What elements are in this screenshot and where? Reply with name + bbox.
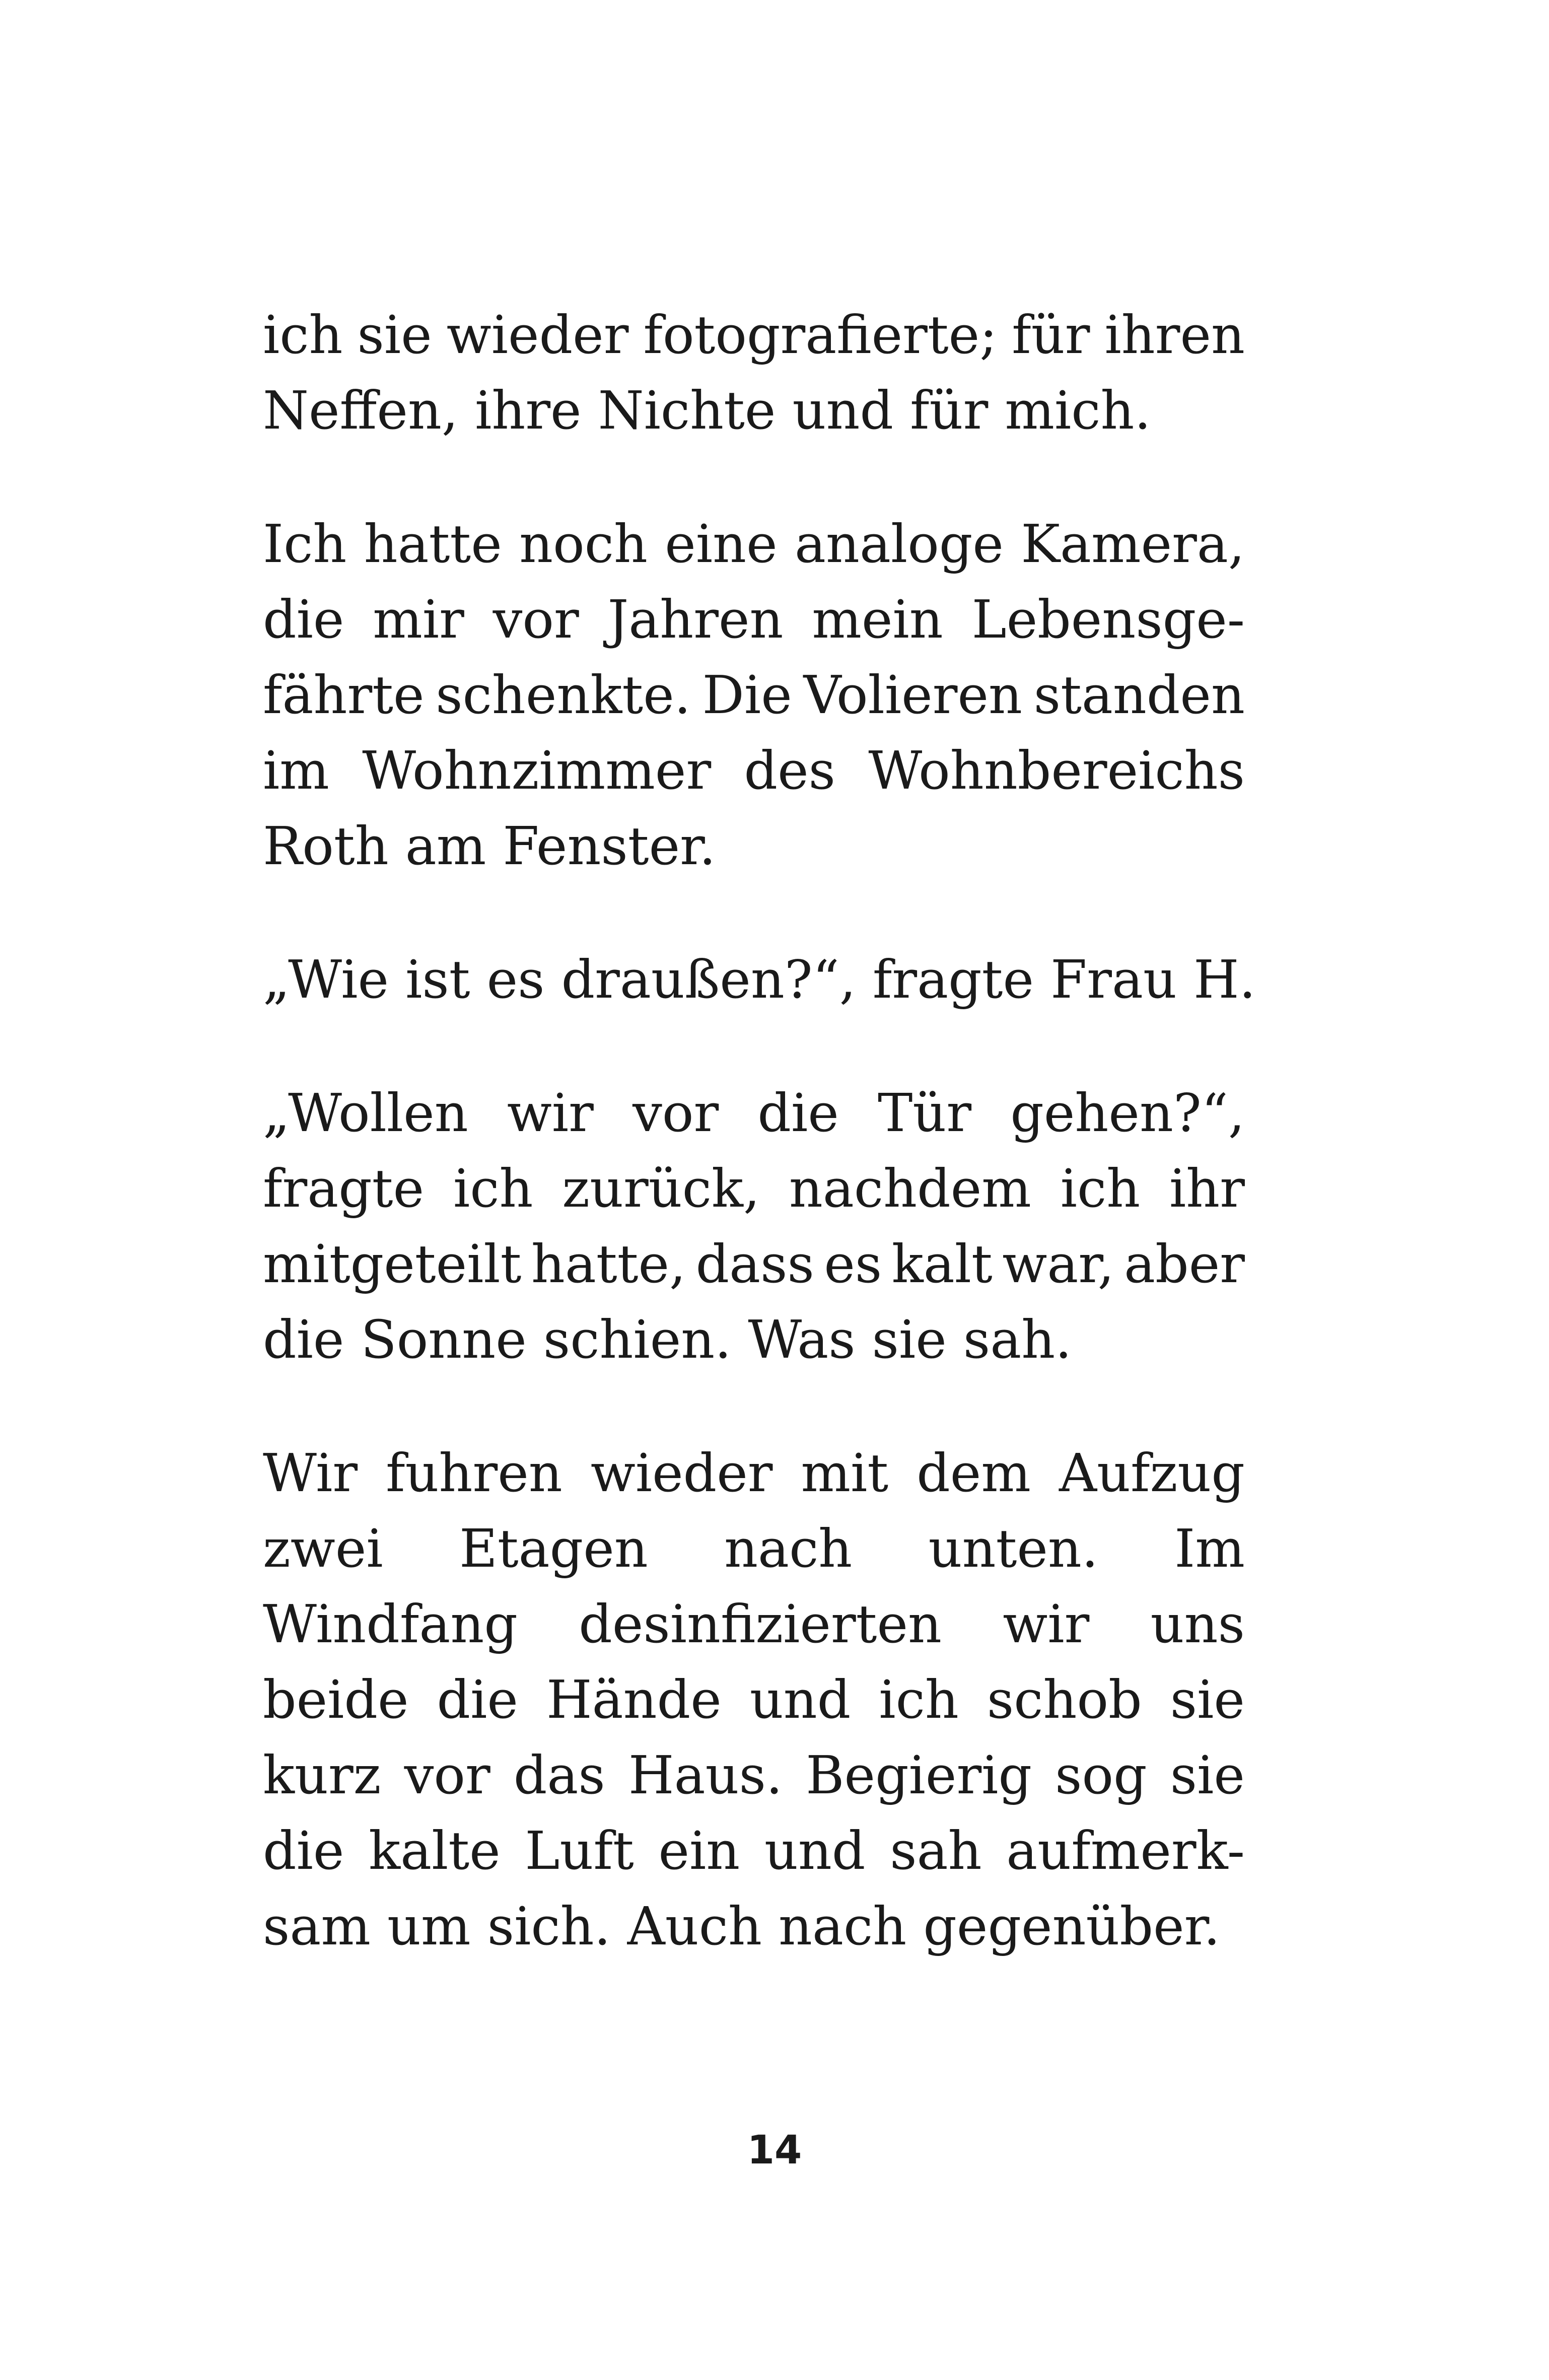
word: schob — [987, 1669, 1142, 1730]
word: sog — [1055, 1744, 1147, 1806]
word: die — [263, 1820, 344, 1881]
word: und — [764, 1820, 866, 1881]
word: vor — [492, 589, 579, 650]
word: Haus. — [628, 1744, 783, 1806]
paragraph — [263, 1075, 1245, 1377]
word: Etagen — [459, 1518, 648, 1579]
word: Wohnzimmer — [362, 740, 712, 801]
word: sah — [890, 1820, 982, 1881]
page-number: 14 — [747, 2128, 802, 2173]
word: Hände — [546, 1669, 722, 1730]
word: fährte — [263, 664, 425, 726]
text-line — [263, 1151, 1245, 1226]
word: ich — [263, 304, 343, 366]
word: und — [749, 1669, 851, 1730]
word: ihren — [1104, 304, 1245, 366]
paragraph — [263, 1435, 1245, 1964]
word: fuhren — [386, 1442, 562, 1504]
word: kurz — [263, 1744, 381, 1806]
word: desinfizierten — [579, 1593, 942, 1655]
text-line: die Sonne schien. Was sie sah. — [263, 1309, 1072, 1370]
text-line — [263, 1435, 1245, 1511]
word: ein — [658, 1820, 740, 1881]
word: „Wollen — [263, 1082, 468, 1144]
text-line: sam um sich. Auch nach gegenüber. — [263, 1896, 1220, 1957]
word: Wir — [263, 1442, 358, 1504]
text-line — [263, 1586, 1245, 1662]
word: Wohnbereichs — [868, 740, 1245, 801]
word: ich — [1060, 1158, 1141, 1219]
word: wieder — [590, 1442, 773, 1504]
word: unten. — [928, 1518, 1098, 1579]
word: standen — [1033, 664, 1245, 726]
word: ich — [879, 1669, 959, 1730]
word: mitgeteilt — [263, 1233, 522, 1295]
text-line — [263, 582, 1245, 657]
text-line — [263, 1662, 1245, 1737]
word: die — [757, 1082, 839, 1144]
word: hatte — [364, 513, 502, 575]
word: gehen?“, — [1010, 1082, 1245, 1144]
text-line — [263, 657, 1245, 733]
word: Lebensge- — [971, 589, 1245, 650]
word: vor — [632, 1082, 719, 1144]
paragraph — [263, 942, 1256, 1017]
word: Begierig — [806, 1744, 1032, 1806]
word: kalte — [369, 1820, 501, 1881]
word: das — [513, 1744, 605, 1806]
text-line — [263, 1075, 1245, 1151]
word: aufmerk- — [1006, 1820, 1245, 1881]
word: mein — [812, 589, 943, 650]
word: noch — [519, 513, 648, 575]
word: Die — [702, 664, 792, 726]
text-line — [263, 1737, 1245, 1813]
word: aber — [1124, 1233, 1245, 1295]
word: Windfang — [263, 1593, 518, 1655]
word: schenkte. — [436, 664, 691, 726]
word: sie — [1170, 1669, 1245, 1730]
text-line — [263, 1511, 1245, 1586]
word: des — [744, 740, 836, 801]
word: kalt — [891, 1233, 993, 1295]
word: beide — [263, 1669, 409, 1730]
text-line: Neffen, ihre Nichte und für mich. — [263, 380, 1151, 441]
word: es — [824, 1233, 882, 1295]
word: Im — [1174, 1518, 1245, 1579]
paragraph — [263, 506, 1245, 884]
word: eine — [665, 513, 778, 575]
text-line — [263, 1226, 1245, 1302]
word: dass — [695, 1233, 814, 1295]
word: analoge — [794, 513, 1004, 575]
text-line: Roth am Fenster. — [263, 815, 716, 877]
word: sie — [1170, 1744, 1245, 1806]
word: sie — [357, 304, 432, 366]
text-line — [263, 733, 1245, 808]
word: dem — [917, 1442, 1031, 1504]
word: die — [263, 589, 344, 650]
word: für — [1012, 304, 1090, 366]
word: nachdem — [789, 1158, 1031, 1219]
word: Tür — [878, 1082, 972, 1144]
text-line — [263, 506, 1245, 582]
word: mir — [373, 589, 464, 650]
word: nach — [724, 1518, 853, 1579]
word: Kamera, — [1021, 513, 1245, 575]
word: Ich — [263, 513, 347, 575]
text-line: „Wie ist es draußen?“, fragte Frau H. — [263, 949, 1256, 1010]
word: vor — [404, 1744, 490, 1806]
word: war, — [1002, 1233, 1114, 1295]
word: Aufzug — [1059, 1442, 1245, 1504]
word: Volieren — [803, 664, 1022, 726]
word: mit — [801, 1442, 889, 1504]
word: wir — [507, 1082, 594, 1144]
word: die — [437, 1669, 518, 1730]
word: Jahren — [607, 589, 784, 650]
text-line — [263, 297, 1245, 373]
word: hatte, — [531, 1233, 686, 1295]
word: im — [263, 740, 329, 801]
word: uns — [1150, 1593, 1245, 1655]
word: wieder — [446, 304, 629, 366]
word: ich — [453, 1158, 533, 1219]
word: zwei — [263, 1518, 383, 1579]
body-text — [263, 297, 1256, 2022]
paragraph — [263, 297, 1245, 448]
word: fotografierte; — [643, 304, 998, 366]
word: Luft — [525, 1820, 634, 1881]
word: ihr — [1169, 1158, 1245, 1219]
word: fragte — [263, 1158, 425, 1219]
word: wir — [1003, 1593, 1090, 1655]
text-line — [263, 1813, 1245, 1888]
word: zurück, — [562, 1158, 760, 1219]
